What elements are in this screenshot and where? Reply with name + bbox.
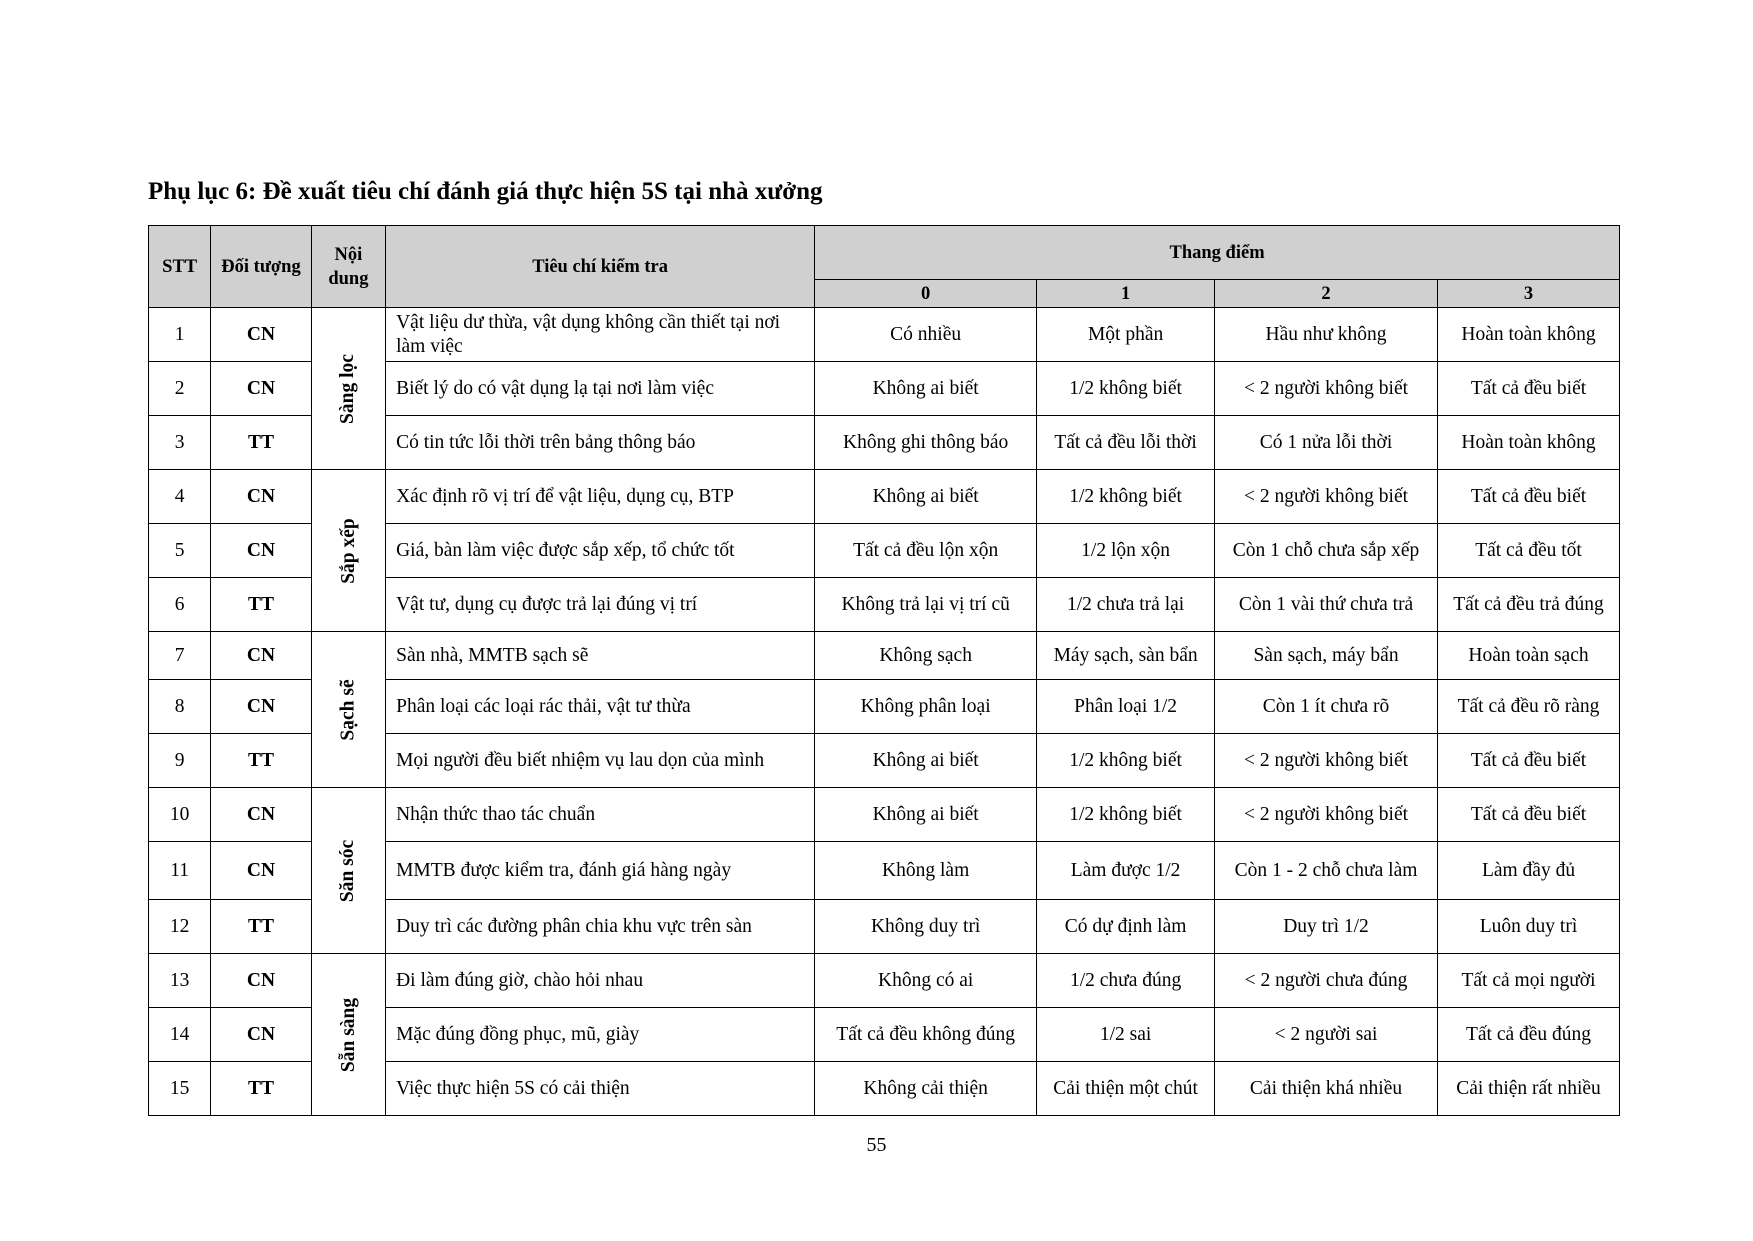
cell-score-2: < 2 người không biết [1215, 734, 1438, 788]
cell-stt: 1 [149, 308, 211, 362]
cell-score-3: Tất cả đều rõ ràng [1438, 680, 1620, 734]
header-score-0: 0 [815, 280, 1037, 308]
cell-object: CN [211, 632, 311, 680]
document-title: Phụ lục 6: Đề xuất tiêu chí đánh giá thực hiện 5S tại nhà xưởng [148, 178, 823, 205]
cell-stt: 9 [149, 734, 211, 788]
cell-score-2: Có 1 nửa lỗi thời [1215, 416, 1438, 470]
cell-criteria: MMTB được kiểm tra, đánh giá hàng ngày [386, 842, 815, 900]
cell-object: CN [211, 308, 311, 362]
content-group-label: Sạch sẽ [337, 678, 359, 741]
cell-stt: 12 [149, 900, 211, 954]
table-body [149, 308, 1620, 1116]
cell-object: CN [211, 680, 311, 734]
cell-content-group [311, 632, 385, 788]
cell-stt: 5 [149, 524, 211, 578]
cell-stt: 13 [149, 954, 211, 1008]
cell-score-1: 1/2 không biết [1037, 788, 1215, 842]
cell-object: TT [211, 900, 311, 954]
cell-criteria: Phân loại các loại rác thải, vật tư thừa [386, 680, 815, 734]
cell-score-0: Tất cả đều không đúng [815, 1008, 1037, 1062]
cell-score-0: Không cải thiện [815, 1062, 1037, 1116]
cell-score-1: 1/2 không biết [1037, 734, 1215, 788]
cell-stt: 6 [149, 578, 211, 632]
cell-stt: 7 [149, 632, 211, 680]
cell-score-3: Hoàn toàn không [1438, 416, 1620, 470]
content-group-label: Săn sóc [337, 839, 359, 902]
cell-score-0: Không phân loại [815, 680, 1037, 734]
table-row [149, 632, 1620, 680]
header-criteria: Tiêu chí kiểm tra [386, 226, 815, 308]
cell-score-0: Không ghi thông báo [815, 416, 1037, 470]
cell-score-1: 1/2 chưa đúng [1037, 954, 1215, 1008]
table-row [149, 470, 1620, 524]
cell-score-0: Không ai biết [815, 734, 1037, 788]
cell-score-1: Làm được 1/2 [1037, 842, 1215, 900]
cell-score-3: Tất cả đều đúng [1438, 1008, 1620, 1062]
cell-score-1: Tất cả đều lỗi thời [1037, 416, 1215, 470]
cell-content-group [311, 788, 385, 954]
cell-stt: 14 [149, 1008, 211, 1062]
cell-score-0: Không trả lại vị trí cũ [815, 578, 1037, 632]
cell-score-1: Có dự định làm [1037, 900, 1215, 954]
cell-score-2: < 2 người không biết [1215, 788, 1438, 842]
cell-criteria: Mọi người đều biết nhiệm vụ lau dọn của mình [386, 734, 815, 788]
page-number: 55 [866, 1134, 887, 1156]
cell-object: TT [211, 416, 311, 470]
cell-criteria: Mặc đúng đồng phục, mũ, giày [386, 1008, 815, 1062]
cell-criteria: Có tin tức lỗi thời trên bảng thông báo [386, 416, 815, 470]
header-stt: STT [149, 226, 211, 308]
cell-score-3: Luôn duy trì [1438, 900, 1620, 954]
cell-score-0: Không ai biết [815, 470, 1037, 524]
cell-score-1: Phân loại 1/2 [1037, 680, 1215, 734]
cell-stt: 8 [149, 680, 211, 734]
cell-score-1: Một phần [1037, 308, 1215, 362]
cell-object: CN [211, 524, 311, 578]
cell-score-2: Cải thiện khá nhiều [1215, 1062, 1438, 1116]
cell-score-1: 1/2 lộn xộn [1037, 524, 1215, 578]
cell-score-3: Cải thiện rất nhiều [1438, 1062, 1620, 1116]
cell-score-2: Còn 1 vài thứ chưa trả [1215, 578, 1438, 632]
cell-score-0: Tất cả đều lộn xộn [815, 524, 1037, 578]
cell-criteria: Xác định rõ vị trí để vật liệu, dụng cụ, BTP [386, 470, 815, 524]
cell-content-group [311, 308, 385, 470]
header-scale: Thang điểm [815, 226, 1620, 280]
content-group-label: Sẵn sàng [337, 997, 359, 1072]
cell-criteria: Giá, bàn làm việc được sắp xếp, tổ chức tốt [386, 524, 815, 578]
header-object: Đối tượng [211, 226, 311, 308]
cell-criteria: Biết lý do có vật dụng lạ tại nơi làm việc [386, 362, 815, 416]
content-group-label: Sàng lọc [337, 353, 359, 424]
cell-object: CN [211, 842, 311, 900]
table-row [149, 308, 1620, 362]
cell-score-1: 1/2 sai [1037, 1008, 1215, 1062]
cell-score-2: Còn 1 - 2 chỗ chưa làm [1215, 842, 1438, 900]
cell-score-2: Còn 1 chỗ chưa sắp xếp [1215, 524, 1438, 578]
cell-score-1: 1/2 không biết [1037, 470, 1215, 524]
cell-score-3: Tất cả đều biết [1438, 788, 1620, 842]
cell-score-1: 1/2 không biết [1037, 362, 1215, 416]
cell-score-3: Tất cả đều trả đúng [1438, 578, 1620, 632]
cell-score-3: Tất cả đều biết [1438, 362, 1620, 416]
cell-score-3: Tất cả mọi người [1438, 954, 1620, 1008]
cell-criteria: Đi làm đúng giờ, chào hỏi nhau [386, 954, 815, 1008]
cell-score-0: Không duy trì [815, 900, 1037, 954]
header-score-1: 1 [1037, 280, 1215, 308]
cell-score-2: Hầu như không [1215, 308, 1438, 362]
cell-score-2: Sàn sạch, máy bẩn [1215, 632, 1438, 680]
cell-score-3: Tất cả đều biết [1438, 470, 1620, 524]
header-score-3: 3 [1438, 280, 1620, 308]
cell-score-2: Duy trì 1/2 [1215, 900, 1438, 954]
cell-criteria: Duy trì các đường phân chia khu vực trên sàn [386, 900, 815, 954]
cell-criteria: Sàn nhà, MMTB sạch sẽ [386, 632, 815, 680]
cell-object: TT [211, 734, 311, 788]
cell-criteria: Vật liệu dư thừa, vật dụng không cần thiết tại nơi làm việc [386, 308, 815, 362]
cell-object: TT [211, 578, 311, 632]
cell-score-3: Tất cả đều biết [1438, 734, 1620, 788]
cell-object: CN [211, 788, 311, 842]
table-row [149, 954, 1620, 1008]
cell-score-3: Hoàn toàn sạch [1438, 632, 1620, 680]
cell-score-2: < 2 người sai [1215, 1008, 1438, 1062]
cell-score-0: Không ai biết [815, 788, 1037, 842]
cell-criteria: Vật tư, dụng cụ được trả lại đúng vị trí [386, 578, 815, 632]
header-content: Nội dung [311, 226, 385, 308]
cell-criteria: Việc thực hiện 5S có cải thiện [386, 1062, 815, 1116]
cell-score-2: < 2 người chưa đúng [1215, 954, 1438, 1008]
cell-stt: 15 [149, 1062, 211, 1116]
cell-score-2: Còn 1 ít chưa rõ [1215, 680, 1438, 734]
cell-content-group [311, 954, 385, 1116]
table-row [149, 788, 1620, 842]
cell-stt: 10 [149, 788, 211, 842]
cell-stt: 3 [149, 416, 211, 470]
cell-stt: 11 [149, 842, 211, 900]
cell-object: CN [211, 362, 311, 416]
cell-content-group [311, 470, 385, 632]
content-group-label: Sắp xếp [337, 517, 359, 584]
cell-score-1: 1/2 chưa trả lại [1037, 578, 1215, 632]
cell-score-3: Làm đầy đủ [1438, 842, 1620, 900]
header-score-2: 2 [1215, 280, 1438, 308]
cell-object: CN [211, 1008, 311, 1062]
cell-criteria: Nhận thức thao tác chuẩn [386, 788, 815, 842]
cell-score-2: < 2 người không biết [1215, 470, 1438, 524]
cell-stt: 4 [149, 470, 211, 524]
cell-score-0: Không sạch [815, 632, 1037, 680]
evaluation-table [148, 225, 1620, 1116]
cell-object: CN [211, 470, 311, 524]
cell-score-0: Không ai biết [815, 362, 1037, 416]
cell-score-0: Có nhiều [815, 308, 1037, 362]
cell-score-1: Cải thiện một chút [1037, 1062, 1215, 1116]
cell-score-3: Tất cả đều tốt [1438, 524, 1620, 578]
cell-object: TT [211, 1062, 311, 1116]
cell-score-0: Không làm [815, 842, 1037, 900]
cell-object: CN [211, 954, 311, 1008]
cell-score-1: Máy sạch, sàn bẩn [1037, 632, 1215, 680]
cell-score-2: < 2 người không biết [1215, 362, 1438, 416]
cell-score-3: Hoàn toàn không [1438, 308, 1620, 362]
cell-stt: 2 [149, 362, 211, 416]
table-header [149, 226, 1620, 308]
cell-score-0: Không có ai [815, 954, 1037, 1008]
